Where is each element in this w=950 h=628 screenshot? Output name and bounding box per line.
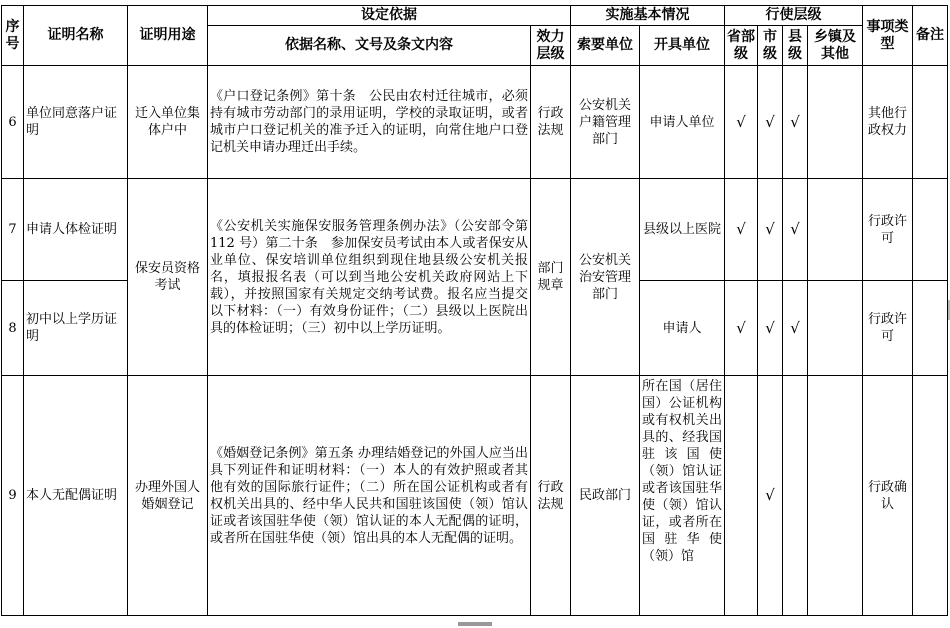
row7-type: 行政许可 — [863, 179, 913, 281]
row78-requester: 公安机关治安管理部门 — [571, 179, 640, 376]
row6-name: 单位同意落户证明 — [24, 66, 128, 179]
row6-province-check: √ — [725, 66, 758, 179]
row6-township — [808, 66, 863, 179]
row9-city-check: √ — [758, 376, 783, 616]
row8-province-check: √ — [725, 281, 758, 376]
header-level-group: 行使层级 — [725, 6, 863, 26]
header-requester: 索要单位 — [571, 26, 640, 66]
row6-basis: 《户口登记条例》第十条 公民由农村迁往城市，必须持有城市劳动部门的录用证明，学校的录取证明，或者城市户口登记机关的准予迁入的证明，向常住地户口登记机关申请办理迁出手续。 — [208, 66, 531, 179]
row7-province-check: √ — [725, 179, 758, 281]
row6-remark — [913, 66, 948, 179]
table-row — [2, 179, 948, 281]
row9-type: 行政确认 — [863, 376, 913, 616]
row7-township — [808, 179, 863, 281]
page-bottom-mark — [458, 622, 492, 626]
row8-name: 初中以上学历证明 — [24, 281, 128, 376]
row78-purpose: 保安员资格考试 — [128, 179, 208, 376]
row9-township — [808, 376, 863, 616]
row9-effect: 行政法规 — [531, 376, 571, 616]
row8-county-check: √ — [783, 281, 808, 376]
row7-name: 申请人体检证明 — [24, 179, 128, 281]
table-row — [2, 66, 948, 179]
row9-basis: 《婚姻登记条例》第五条 办理结婚登记的外国人应当出具下列证件和证明材料：（一）本人的有效护照或者其他有效的国际旅行证件；（二）所在国公证机构或者有权机关出具的、经中华人民共和国驻该国使（领）馆认证或者该国驻华使（领）馆认证的本人无配偶的证明，或者所在国驻华使（领）馆出具的本人无配偶的证明。 — [208, 376, 531, 616]
row7-city-check: √ — [758, 179, 783, 281]
row9-purpose: 办理外国人婚姻登记 — [128, 376, 208, 616]
row6-issuer: 申请人单位 — [640, 66, 725, 179]
row7-seq: 7 — [2, 179, 24, 281]
header-basis-group: 设定依据 — [208, 6, 571, 26]
header-purpose: 证明用途 — [128, 6, 208, 66]
row7-issuer: 县级以上医院 — [640, 179, 725, 281]
row9-province-check — [725, 376, 758, 616]
header-issuer: 开具单位 — [640, 26, 725, 66]
row7-county-check: √ — [783, 179, 808, 281]
row9-seq: 9 — [2, 376, 24, 616]
header-name: 证明名称 — [24, 6, 128, 66]
row6-effect: 行政法规 — [531, 66, 571, 179]
header-impl-group: 实施基本情况 — [571, 6, 725, 26]
row9-requester: 民政部门 — [571, 376, 640, 616]
table-row — [2, 376, 948, 616]
header-city: 市级 — [758, 26, 783, 66]
row78-effect: 部门规章 — [531, 179, 571, 376]
header-province: 省部级 — [725, 26, 758, 66]
row8-type: 行政许可 — [863, 281, 913, 376]
row6-county-check: √ — [783, 66, 808, 179]
row6-type: 其他行政权力 — [863, 66, 913, 179]
row9-remark — [913, 376, 948, 616]
header-county: 县级 — [783, 26, 808, 66]
row6-purpose: 迁入单位集体户中 — [128, 66, 208, 179]
row8-city-check: √ — [758, 281, 783, 376]
header-remark: 备注 — [913, 6, 948, 66]
row8-issuer: 申请人 — [640, 281, 725, 376]
row9-county-check — [783, 376, 808, 616]
row9-name: 本人无配偶证明 — [24, 376, 128, 616]
row6-city-check: √ — [758, 66, 783, 179]
header-township: 乡镇及其他 — [808, 26, 863, 66]
header-type: 事项类型 — [863, 6, 913, 66]
row8-township — [808, 281, 863, 376]
header-effect-level: 效力层级 — [531, 26, 571, 66]
row6-seq: 6 — [2, 66, 24, 179]
row8-seq: 8 — [2, 281, 24, 376]
certificate-table — [1, 5, 948, 616]
header-basis-doc: 依据名称、文号及条文内容 — [208, 26, 531, 66]
row78-basis: 《公安机关实施保安服务管理条例办法》（公安部令第 112 号）第二十条 参加保安员考试由本人或者保安从业单位、保安培训单位组织到现住地县级公安机关报名，填报报名表（可以到当地公安机关政府网站上下载），并按照国家有关规定交纳考试费。报名应当提交以下材料：（一）有效身份证件；（二）县级以上医院出具的体检证明；（三）初中以上学历证明。 — [208, 179, 531, 376]
row9-issuer: 所在国（居住国）公证机构或有权机关出具的、经我国驻该国使（领）馆认证或者该国驻华使（领）馆认证，或者所在国驻华使（领）馆 — [640, 376, 725, 616]
row7-remark — [913, 179, 948, 281]
row6-requester: 公安机关户籍管理部门 — [571, 66, 640, 179]
row8-remark — [913, 281, 948, 376]
header-seq: 序号 — [2, 6, 24, 66]
